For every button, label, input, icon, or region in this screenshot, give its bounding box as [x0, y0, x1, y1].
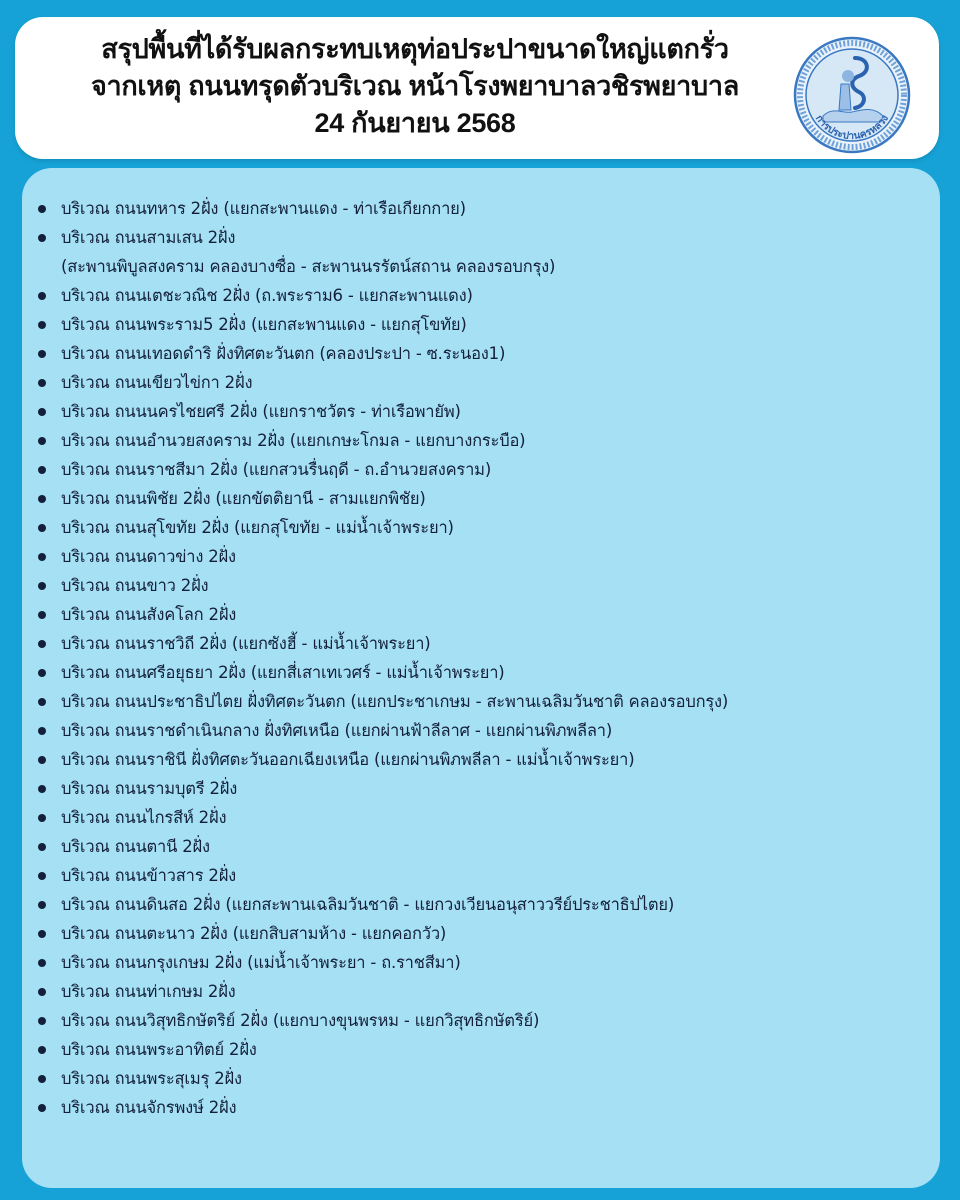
bullet-icon — [38, 901, 46, 909]
list-item: บริเวณ ถนนสามเสน 2ฝั่ง (สะพานพิบูลสงคราม คลองบางซื่อ - สะพานนรรัตน์สถาน คลองรอบกรุง) — [34, 223, 934, 281]
list-item: บริเวณ ถนนข้าวสาร 2ฝั่ง — [34, 861, 934, 890]
affected-areas-panel — [22, 168, 940, 1188]
list-item: บริเวณ ถนนเทอดดำริ ฝั่งทิศตะวันตก (คลองประปา - ซ.ระนอง1) — [34, 339, 934, 368]
list-item: บริเวณ ถนนนครไชยศรี 2ฝั่ง (แยกราชวัตร - ท่าเรือพายัพ) — [34, 397, 934, 426]
bullet-icon — [38, 756, 46, 764]
list-item: บริเวณ ถนนวิสุทธิกษัตริย์ 2ฝั่ง (แยกบางขุนพรหม - แยกวิสุทธิกษัตริย์) — [34, 1006, 934, 1035]
list-item: บริเวณ ถนนกรุงเกษม 2ฝั่ง (แม่น้ำเจ้าพระยา - ถ.ราชสีมา) — [34, 948, 934, 977]
page-title — [45, 31, 785, 142]
list-item: บริเวณ ถนนรามบุตรี 2ฝั่ง — [34, 774, 934, 803]
bullet-icon — [38, 292, 46, 300]
bullet-icon — [38, 495, 46, 503]
bullet-icon — [38, 321, 46, 329]
svg-text:การประปานครหลวง: การประปานครหลวง — [812, 113, 892, 142]
list-item: บริเวณ ถนนพระสุเมรุ 2ฝั่ง — [34, 1064, 934, 1093]
title-line-1: สรุปพื้นที่ได้รับผลกระทบเหตุท่อประปาขนาดใหญ่แตกรั่ว — [101, 34, 729, 64]
list-item: บริเวณ ถนนพิชัย 2ฝั่ง (แยกขัตติยานี - สามแยกพิชัย) — [34, 484, 934, 513]
bullet-icon — [38, 785, 46, 793]
bullet-icon — [38, 1017, 46, 1025]
list-item: บริเวณ ถนนท่าเกษม 2ฝั่ง — [34, 977, 934, 1006]
bullet-icon — [38, 727, 46, 735]
list-item: บริเวณ ถนนดินสอ 2ฝั่ง (แยกสะพานเฉลิมวันชาติ - แยกวงเวียนอนุสาววรีย์ประชาธิปไตย) — [34, 890, 934, 919]
bullet-icon — [38, 379, 46, 387]
bullet-icon — [38, 872, 46, 880]
bullet-icon — [38, 843, 46, 851]
list-item-continuation: (สะพานพิบูลสงคราม คลองบางซื่อ - สะพานนรรัตน์สถาน คลองรอบกรุง) — [61, 257, 556, 276]
header-card — [15, 17, 939, 159]
list-item: บริเวณ ถนนไกรสีห์ 2ฝั่ง — [34, 803, 934, 832]
bullet-icon — [38, 1075, 46, 1083]
list-item: บริเวณ ถนนสุโขทัย 2ฝั่ง (แยกสุโขทัย - แม่น้ำเจ้าพระยา) — [34, 513, 934, 542]
list-item: บริเวณ ถนนประชาธิปไตย ฝั่งทิศตะวันตก (แยกประชาเกษม - สะพานเฉลิมวันชาติ คลองรอบกรุง) — [34, 687, 934, 716]
list-item: บริเวณ ถนนตานี 2ฝั่ง — [34, 832, 934, 861]
bullet-icon — [38, 669, 46, 677]
bullet-icon — [38, 988, 46, 996]
bullet-icon — [38, 350, 46, 358]
bullet-icon — [38, 408, 46, 416]
bullet-icon — [38, 959, 46, 967]
list-item: บริเวณ ถนนขาว 2ฝั่ง — [34, 571, 934, 600]
bullet-icon — [38, 930, 46, 938]
bullet-icon — [38, 553, 46, 561]
list-item: บริเวณ ถนนอำนวยสงคราม 2ฝั่ง (แยกเกษะโกมล - แยกบางกระบือ) — [34, 426, 934, 455]
title-line-2: จากเหตุ ถนนทรุดตัวบริเวณ หน้าโรงพยาบาลวชิรพยาบาล — [90, 71, 739, 101]
title-date: 24 กันยายน 2568 — [314, 108, 516, 138]
list-item: บริเวณ ถนนตะนาว 2ฝั่ง (แยกสิบสามห้าง - แยกคอกวัว) — [34, 919, 934, 948]
bullet-icon — [38, 640, 46, 648]
list-item: บริเวณ ถนนราชสีมา 2ฝั่ง (แยกสวนรื่นฤดี - ถ.อำนวยสงคราม) — [34, 455, 934, 484]
list-item: บริเวณ ถนนพระอาทิตย์ 2ฝั่ง — [34, 1035, 934, 1064]
bullet-icon — [38, 234, 46, 242]
list-item: บริเวณ ถนนราชินี ฝั่งทิศตะวันออกเฉียงเหนือ (แยกผ่านพิภพลีลา - แม่น้ำเจ้าพระยา) — [34, 745, 934, 774]
list-item: บริเวณ ถนนสังคโลก 2ฝั่ง — [34, 600, 934, 629]
list-item: บริเวณ ถนนทหาร 2ฝั่ง (แยกสะพานแดง - ท่าเรือเกียกกาย) — [34, 194, 934, 223]
bullet-icon — [38, 698, 46, 706]
list-item: บริเวณ ถนนเตชะวณิช 2ฝั่ง (ถ.พระราม6 - แยกสะพานแดง) — [34, 281, 934, 310]
bullet-icon — [38, 814, 46, 822]
bullet-icon — [38, 582, 46, 590]
bullet-icon — [38, 524, 46, 532]
list-item: บริเวณ ถนนราชดำเนินกลาง ฝั่งทิศเหนือ (แยกผ่านฟ้าลีลาศ - แยกผ่านพิภพลีลา) — [34, 716, 934, 745]
bullet-icon — [38, 437, 46, 445]
list-item: บริเวณ ถนนเขียวไข่กา 2ฝั่ง — [34, 368, 934, 397]
affected-areas-list — [34, 194, 934, 1122]
bullet-icon — [38, 205, 46, 213]
list-item: บริเวณ ถนนดาวข่าง 2ฝั่ง — [34, 542, 934, 571]
bullet-icon — [38, 466, 46, 474]
list-item: บริเวณ ถนนศรีอยุธยา 2ฝั่ง (แยกสี่เสาเทเวศร์ - แม่น้ำเจ้าพระยา) — [34, 658, 934, 687]
bullet-icon — [38, 1046, 46, 1054]
mwa-seal-icon — [793, 36, 911, 154]
list-item: บริเวณ ถนนจักรพงษ์ 2ฝั่ง — [34, 1093, 934, 1122]
bullet-icon — [38, 1104, 46, 1112]
list-item: บริเวณ ถนนพระราม5 2ฝั่ง (แยกสะพานแดง - แยกสุโขทัย) — [34, 310, 934, 339]
bullet-icon — [38, 611, 46, 619]
list-item: บริเวณ ถนนราชวิถี 2ฝั่ง (แยกซังฮี้ - แม่น้ำเจ้าพระยา) — [34, 629, 934, 658]
